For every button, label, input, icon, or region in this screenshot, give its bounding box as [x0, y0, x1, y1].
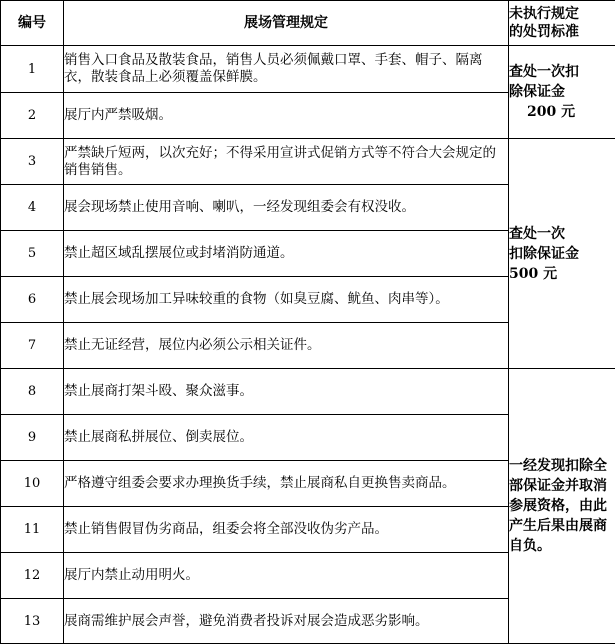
row-rule: 禁止销售假冒伪劣商品，组委会将全部没收伪劣产品。: [64, 507, 509, 553]
row-rule: 严格遵守组委会要求办理换货手续，禁止展商私自更换售卖商品。: [64, 461, 509, 507]
row-rule: 销售入口食品及散装食品，销售人员必须佩戴口罩、手套、帽子、隔离衣，散装食品上必须覆盖保鲜膜。: [64, 46, 509, 93]
penalty-2-line2: 扣除保证金: [509, 246, 579, 262]
row-rule: 展厅内严禁吸烟。: [64, 93, 509, 139]
row-num: 7: [1, 323, 64, 369]
header-penalty-line2: 的处罚标准: [509, 24, 579, 40]
row-rule: 禁止展会现场加工异味较重的食物（如臭豆腐、鱿鱼、肉串等）。: [64, 277, 509, 323]
row-num: 5: [1, 231, 64, 277]
row-num: 11: [1, 507, 64, 553]
row-num: 4: [1, 185, 64, 231]
row-rule: 严禁缺斤短两，以次充好；不得采用宣讲式促销方式等不符合大会规定的销售销售。: [64, 139, 509, 185]
row-rule: 禁止无证经营，展位内必须公示相关证件。: [64, 323, 509, 369]
penalty-group-1: [509, 46, 615, 139]
header-row: [1, 1, 615, 46]
table-row: [1, 46, 615, 93]
header-rule: 展场管理规定: [64, 1, 509, 46]
row-rule: 展厅内禁止动用明火。: [64, 553, 509, 599]
row-rule: 禁止超区域乱摆展位或封堵消防通道。: [64, 231, 509, 277]
header-num: 编号: [1, 1, 64, 46]
penalty-1-line1: 查处一次扣: [509, 64, 579, 80]
penalty-2-amount: 500 元: [509, 266, 557, 282]
row-rule: 展商需维护展会声誉，避免消费者投诉对展会造成恶劣影响。: [64, 599, 509, 644]
row-num: 8: [1, 369, 64, 415]
row-num: 12: [1, 553, 64, 599]
table-row: [1, 369, 615, 415]
penalty-1-amount: 200 元: [509, 104, 575, 120]
penalty-2-line1: 查处一次: [509, 226, 565, 242]
penalty-group-3: 一经发现扣除全部保证金并取消参展资格，由此产生后果由展商自负。: [509, 369, 615, 644]
row-num: 2: [1, 93, 64, 139]
header-penalty: [509, 1, 615, 46]
row-num: 13: [1, 599, 64, 644]
row-num: 1: [1, 46, 64, 93]
table-row: [1, 139, 615, 185]
row-rule: 禁止展商打架斗殴、聚众滋事。: [64, 369, 509, 415]
header-penalty-line1: 未执行规定: [509, 6, 579, 22]
row-num: 10: [1, 461, 64, 507]
row-num: 9: [1, 415, 64, 461]
row-rule: 展会现场禁止使用音响、喇叭，一经发现组委会有权没收。: [64, 185, 509, 231]
row-num: 6: [1, 277, 64, 323]
penalty-1-line2: 除保证金: [509, 84, 565, 100]
row-rule: 禁止展商私拼展位、倒卖展位。: [64, 415, 509, 461]
row-num: 3: [1, 139, 64, 185]
penalty-group-2: [509, 139, 615, 369]
